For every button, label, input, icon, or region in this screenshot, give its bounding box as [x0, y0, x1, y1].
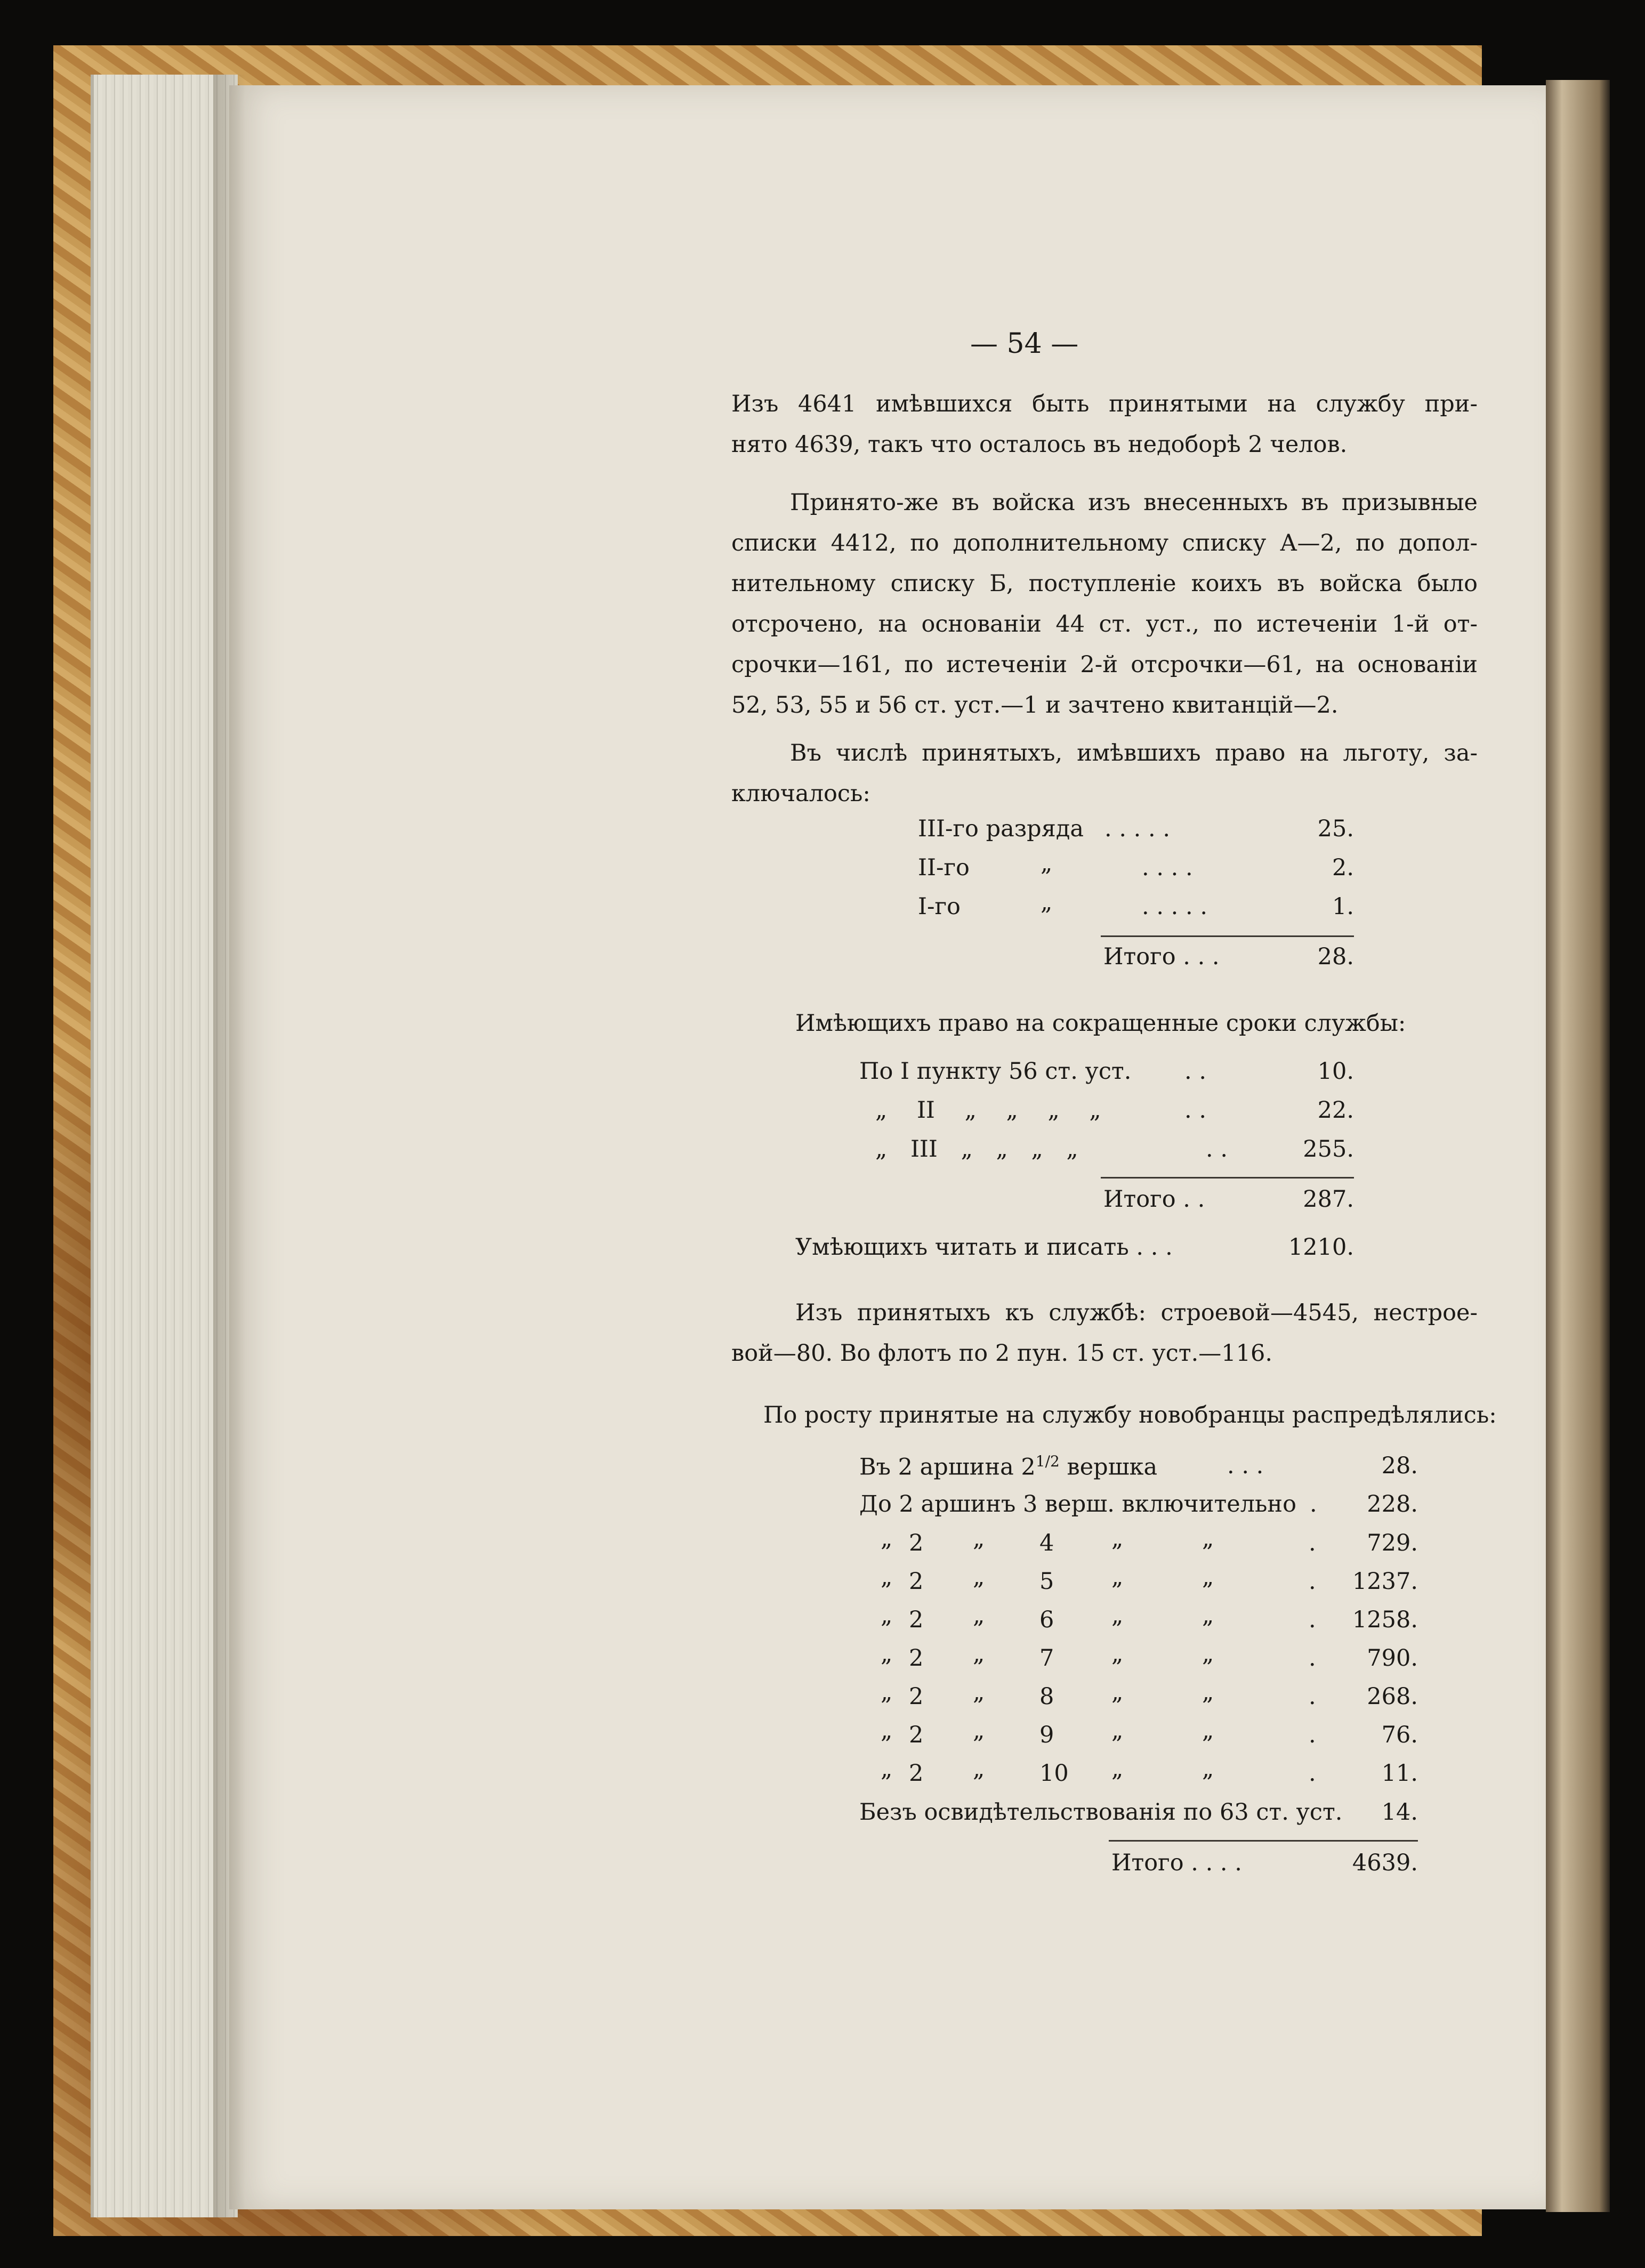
total-rule: [1101, 935, 1354, 937]
short-terms-heading: Имѣющихъ право на сокращенные сроки службы:: [795, 1010, 1406, 1037]
height-cell: .: [1309, 1645, 1316, 1672]
height-cell: „: [1202, 1641, 1214, 1667]
total-value: 28.: [1317, 943, 1354, 970]
table-row: [918, 816, 1171, 842]
height-cell: „: [881, 1679, 893, 1706]
row-value: 25.: [1317, 816, 1354, 842]
height-cell: 2: [909, 1760, 924, 1787]
table-row: [875, 1136, 1228, 1163]
height-cell: „: [1111, 1564, 1124, 1591]
row-dots: . . . . .: [1142, 893, 1208, 920]
height-cell: „: [1202, 1756, 1214, 1782]
height-cell: 2: [909, 1568, 924, 1595]
height-cell: .: [1309, 1683, 1316, 1710]
row-value: 268.: [1367, 1683, 1418, 1710]
facing-page-edge: [1546, 80, 1610, 2212]
row-value: 228.: [1367, 1491, 1418, 1518]
row-value: 1.: [1332, 893, 1354, 920]
height-heading: По росту принятые на службу новобранцы распредѣлялись:: [763, 1402, 1497, 1428]
height-cell: 5: [1039, 1568, 1054, 1595]
row-value: 76.: [1381, 1722, 1418, 1748]
row-value: 2.: [1332, 854, 1354, 881]
height-cell: „: [973, 1602, 985, 1629]
total-rule: [1109, 1840, 1418, 1842]
row-dots: . . . .: [1142, 854, 1193, 881]
row-value: 729.: [1367, 1530, 1418, 1556]
paragraph-intro: [731, 384, 1478, 465]
text-line: Въ числѣ принятыхъ, имѣвшихъ право на льготу, за-: [790, 740, 1478, 766]
height-cell: 2: [909, 1722, 924, 1748]
height-cell: „: [973, 1679, 985, 1706]
table-row: [859, 1491, 1317, 1518]
without-exam-label: Безъ освидѣтельствованія по 63 ст. уст.: [859, 1799, 1343, 1826]
paragraph-privilege: [731, 733, 1478, 814]
text-line: нято 4639, такъ что осталось въ недоборѣ 2 челов.: [731, 431, 1348, 458]
literate-value: 1210.: [1288, 1234, 1354, 1261]
height-cell: „: [973, 1756, 985, 1782]
total-rule: [1101, 1177, 1354, 1179]
row-value: 1258.: [1352, 1607, 1418, 1633]
height-cell: .: [1309, 1722, 1316, 1748]
height-cell: „: [973, 1717, 985, 1744]
height-cell: .: [1309, 1530, 1316, 1556]
literate-label: Умѣющихъ читать и писать . . .: [795, 1234, 1173, 1261]
row-dots: . . .: [1227, 1452, 1264, 1479]
text-line: 52, 53, 55 и 56 ст. уст.—1 и зачтено квитанцій—2.: [731, 692, 1338, 719]
paragraph-service: [731, 1293, 1478, 1374]
height-cell: 10: [1039, 1760, 1069, 1787]
height-cell: .: [1309, 1568, 1316, 1595]
height-cell: „: [1111, 1526, 1124, 1552]
height-cell: 8: [1039, 1683, 1054, 1710]
height-cell: „: [1202, 1564, 1214, 1591]
height-cell: 2: [909, 1607, 924, 1633]
height-cell: 9: [1039, 1722, 1054, 1748]
height-cell: 2: [909, 1683, 924, 1710]
table-row: [875, 1097, 1207, 1124]
row-label: По I пункту 56 ст. уст.: [859, 1058, 1132, 1085]
row-label-rest: вершка: [1059, 1454, 1158, 1481]
text-line: вой—80. Во флотъ по 2 пун. 15 ст. уст.—116.: [731, 1340, 1273, 1367]
total-label: Итого . . . .: [1111, 1850, 1242, 1876]
height-cell: „: [1111, 1717, 1124, 1744]
height-cell: 4: [1039, 1530, 1054, 1556]
row-label: Въ 2 аршина 2: [859, 1454, 1036, 1481]
text-line: Изъ 4641 имѣвшихся быть принятыми на службу при-: [731, 391, 1478, 417]
total-label: Итого . .: [1103, 1186, 1205, 1213]
height-cell: „: [881, 1602, 893, 1629]
row-label: II-го: [918, 854, 970, 881]
total-value: 4639.: [1352, 1850, 1418, 1876]
height-cell: .: [1309, 1607, 1316, 1633]
spine-shadow: [213, 75, 245, 2217]
height-cell: „: [973, 1526, 985, 1552]
row-dots: . . . . .: [1104, 816, 1171, 842]
page-number: — 54 —: [970, 328, 1079, 360]
row-value: 1237.: [1352, 1568, 1418, 1595]
text-line: Изъ принятыхъ къ службѣ: строевой—4545, нестрое-: [795, 1300, 1478, 1326]
table-row: [859, 1058, 1207, 1085]
total-value: 287.: [1303, 1186, 1354, 1213]
table-row: [918, 850, 1193, 881]
height-cell: „: [1111, 1602, 1124, 1629]
height-cell: „: [881, 1564, 893, 1591]
height-cell: .: [1309, 1760, 1316, 1787]
paragraph-accepted: [731, 482, 1478, 725]
height-cell: „: [881, 1641, 893, 1667]
height-cell: „: [1111, 1756, 1124, 1782]
table-row: [859, 1452, 1264, 1481]
ditto-mark: „: [1041, 850, 1053, 877]
row-value: 28.: [1381, 1452, 1418, 1479]
height-cell: „: [881, 1756, 893, 1782]
row-value: 11.: [1381, 1760, 1418, 1787]
row-label: До 2 аршинъ 3 верш. включительно: [859, 1491, 1296, 1518]
row-dots: . .: [1184, 1058, 1207, 1085]
height-cell: „: [973, 1641, 985, 1667]
row-value: 22.: [1317, 1097, 1354, 1124]
height-cell: „: [1202, 1526, 1214, 1552]
row-label: „ II „ „ „ „: [875, 1097, 1101, 1124]
row-dots: . .: [1184, 1097, 1207, 1124]
text-line: Принято-же въ войска изъ внесенныхъ въ призывные: [790, 489, 1478, 516]
text-line: отсрочено, на основаніи 44 ст. уст., по истеченіи 1-й от-: [731, 611, 1478, 637]
fraction: 1/2: [1035, 1452, 1060, 1470]
text-line: нительному списку Б, поступленіе коихъ въ войска было: [731, 570, 1478, 597]
row-value: 10.: [1317, 1058, 1354, 1085]
row-label: III-го разряда: [918, 816, 1084, 842]
height-cell: „: [1202, 1679, 1214, 1706]
without-exam-value: 14.: [1381, 1799, 1418, 1826]
height-cell: „: [1202, 1602, 1214, 1629]
text-line: срочки—161, по истеченіи 2-й отсрочки—61, на основаніи: [731, 651, 1478, 678]
height-cell: 2: [909, 1530, 924, 1556]
text-line: ключалось:: [731, 780, 870, 807]
height-cell: „: [881, 1526, 893, 1552]
height-cell: 7: [1039, 1645, 1054, 1672]
total-label: Итого . . .: [1103, 943, 1220, 970]
row-dots: .: [1310, 1491, 1317, 1518]
height-cell: 6: [1039, 1607, 1054, 1633]
ditto-mark: „: [1041, 889, 1053, 916]
row-label: I-го: [918, 893, 961, 920]
height-cell: „: [1111, 1679, 1124, 1706]
height-cell: 2: [909, 1645, 924, 1672]
row-value: 790.: [1367, 1645, 1418, 1672]
row-value: 255.: [1303, 1136, 1354, 1163]
row-dots: . .: [1206, 1136, 1228, 1163]
height-cell: „: [1111, 1641, 1124, 1667]
height-cell: „: [1202, 1717, 1214, 1744]
row-label: „ III „ „ „ „: [875, 1136, 1078, 1163]
height-cell: „: [881, 1717, 893, 1744]
height-cell: „: [973, 1564, 985, 1591]
table-row: [918, 889, 1208, 920]
text-line: списки 4412, по дополнительному списку А—2, по допол-: [731, 530, 1478, 556]
